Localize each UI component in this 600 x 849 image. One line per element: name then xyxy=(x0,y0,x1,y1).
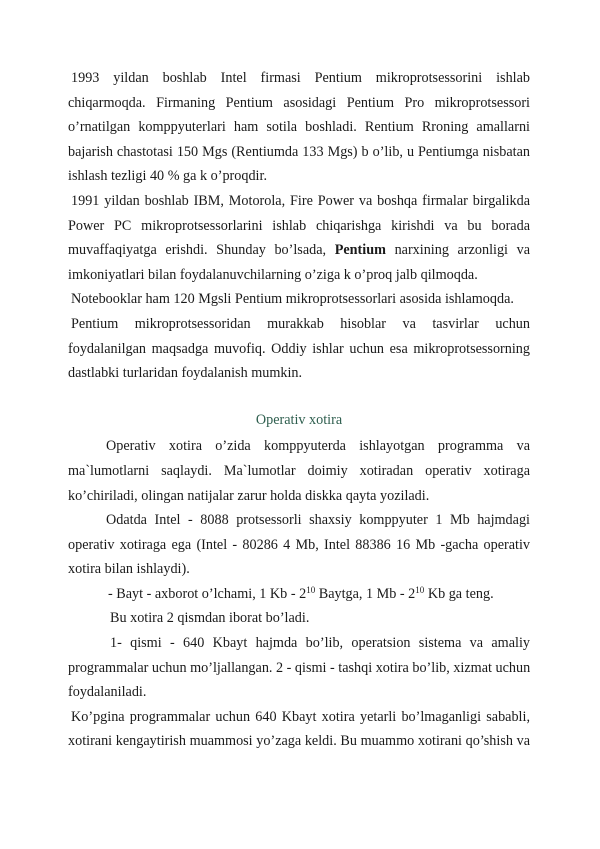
text-line: 1- qismi - 640 Kbayt hajmda bo’lib, operatsion sistema va amaliy xyxy=(110,635,530,652)
text-line: chiqarmoqda. Firmaning Pentium asosidagi Pentium Pro mikroprotsessori xyxy=(68,94,530,111)
paragraph-pentium-intro xyxy=(68,66,530,189)
text-line: Operativ xotira o’zida komppyuterda ishlayotgan programma va xyxy=(106,438,530,455)
text-line: foydalanilgan maqsadga muvofiq. Oddiy ishlar uchun esa mikroprotsessorning xyxy=(68,340,530,357)
exponent: 10 xyxy=(306,584,316,595)
text-line: operativ xotiraga ega (Intel - 80286 4 Mb, Intel 88386 16 Mb -gacha operativ xyxy=(68,536,530,553)
text-line: foydalaniladi. xyxy=(68,684,147,701)
text-line xyxy=(68,582,530,607)
text-line: ko’chiriladi, olingan natijalar zarur holda diskka qayta yoziladi. xyxy=(68,487,430,504)
paragraph-ram-definition xyxy=(68,434,530,508)
text-fragment: narxining arzonligi va xyxy=(394,242,530,259)
text-fragment: Kb ga teng. xyxy=(424,585,494,602)
exponent: 10 xyxy=(415,584,425,595)
text-line: ishlash tezligi 40 % ga k o’proqdir. xyxy=(68,168,267,185)
text-line: xotira bilan ishlaydi). xyxy=(68,561,190,578)
text-line: 1991 yildan boshlab IBM, Motorola, Fire Power va boshqa firmalar birgalikda xyxy=(71,192,530,209)
text-line xyxy=(68,238,530,263)
text-line: Bu xotira 2 qismdan iborat bo’ladi. xyxy=(110,610,310,627)
text-line: 1993 yildan boshlab Intel firmasi Pentium mikroprotsessorini ishlab xyxy=(71,70,530,86)
bold-term: Pentium xyxy=(334,242,386,259)
text-line: programmalar uchun mo’ljallangan. 2 - qismi - tashqi xotira bo’lib, xizmat uchun xyxy=(68,659,531,676)
paragraph-two-parts xyxy=(68,606,530,631)
text-line: Power PC mikroprotsessorlarini ishlab chiqarishga kirishdi va bu borada xyxy=(68,217,530,234)
text-fragment: - Bayt - axborot o’lchami, 1 Kb - 2 xyxy=(108,585,307,602)
paragraph-notebooks xyxy=(68,287,530,312)
paragraph-pentium-usage xyxy=(68,312,530,386)
paragraph-ram-sizes xyxy=(68,508,530,582)
text-line: Notebooklar ham 120 Mgsli Pentium mikroprotsessorlari asosida ishlamoqda. xyxy=(71,291,514,308)
text-line: ma`lumotlarni saqlaydi. Ma`lumotlar doimiy xotiradan operativ xotiraga xyxy=(68,462,530,479)
text-line: Ko’pgina programmalar uchun 640 Kbayt xotira yetarli bo’lmaganligi sababli, xyxy=(71,708,530,725)
text-line: bajarish chastotasi 150 Mgs (Rentiumda 133 Mgs) b o’lib, u Pentiumga nisbatan xyxy=(68,143,530,160)
document-page xyxy=(68,66,530,754)
paragraph-power-pc xyxy=(68,189,530,287)
paragraph-memory-expansion xyxy=(68,705,530,754)
paragraph-byte-units xyxy=(68,582,530,607)
section-heading: Operativ xotira xyxy=(255,411,343,428)
text-fragment: muvaffaqiyatga erishdi. Shunday bo’lsada, xyxy=(68,242,327,259)
text-line: xotirani kengaytirish muammosi yo’zaga keldi. Bu muammo xotirani qo’shish va xyxy=(68,733,530,750)
text-line: dastlabki turlaridan foydalanish mumkin. xyxy=(68,365,303,382)
text-fragment: Baytga, 1 Mb - 2 xyxy=(315,585,416,602)
text-line: o’rnatilgan komppyuterlari ham sotila boshladi. Rentium Rroning amallarni xyxy=(68,119,530,136)
paragraph-memory-parts xyxy=(68,631,530,705)
text-line: Pentium mikroprotsessoridan murakkab hisoblar va tasvirlar uchun xyxy=(71,315,530,332)
text-line: imkoniyatlari bilan foydalanuvchilarning o’ziga k o’proq jalb qilmoqda. xyxy=(68,266,478,283)
text-line: Odatda Intel - 8088 protsessorli shaxsiy komppyuter 1 Mb hajmdagi xyxy=(106,512,530,529)
